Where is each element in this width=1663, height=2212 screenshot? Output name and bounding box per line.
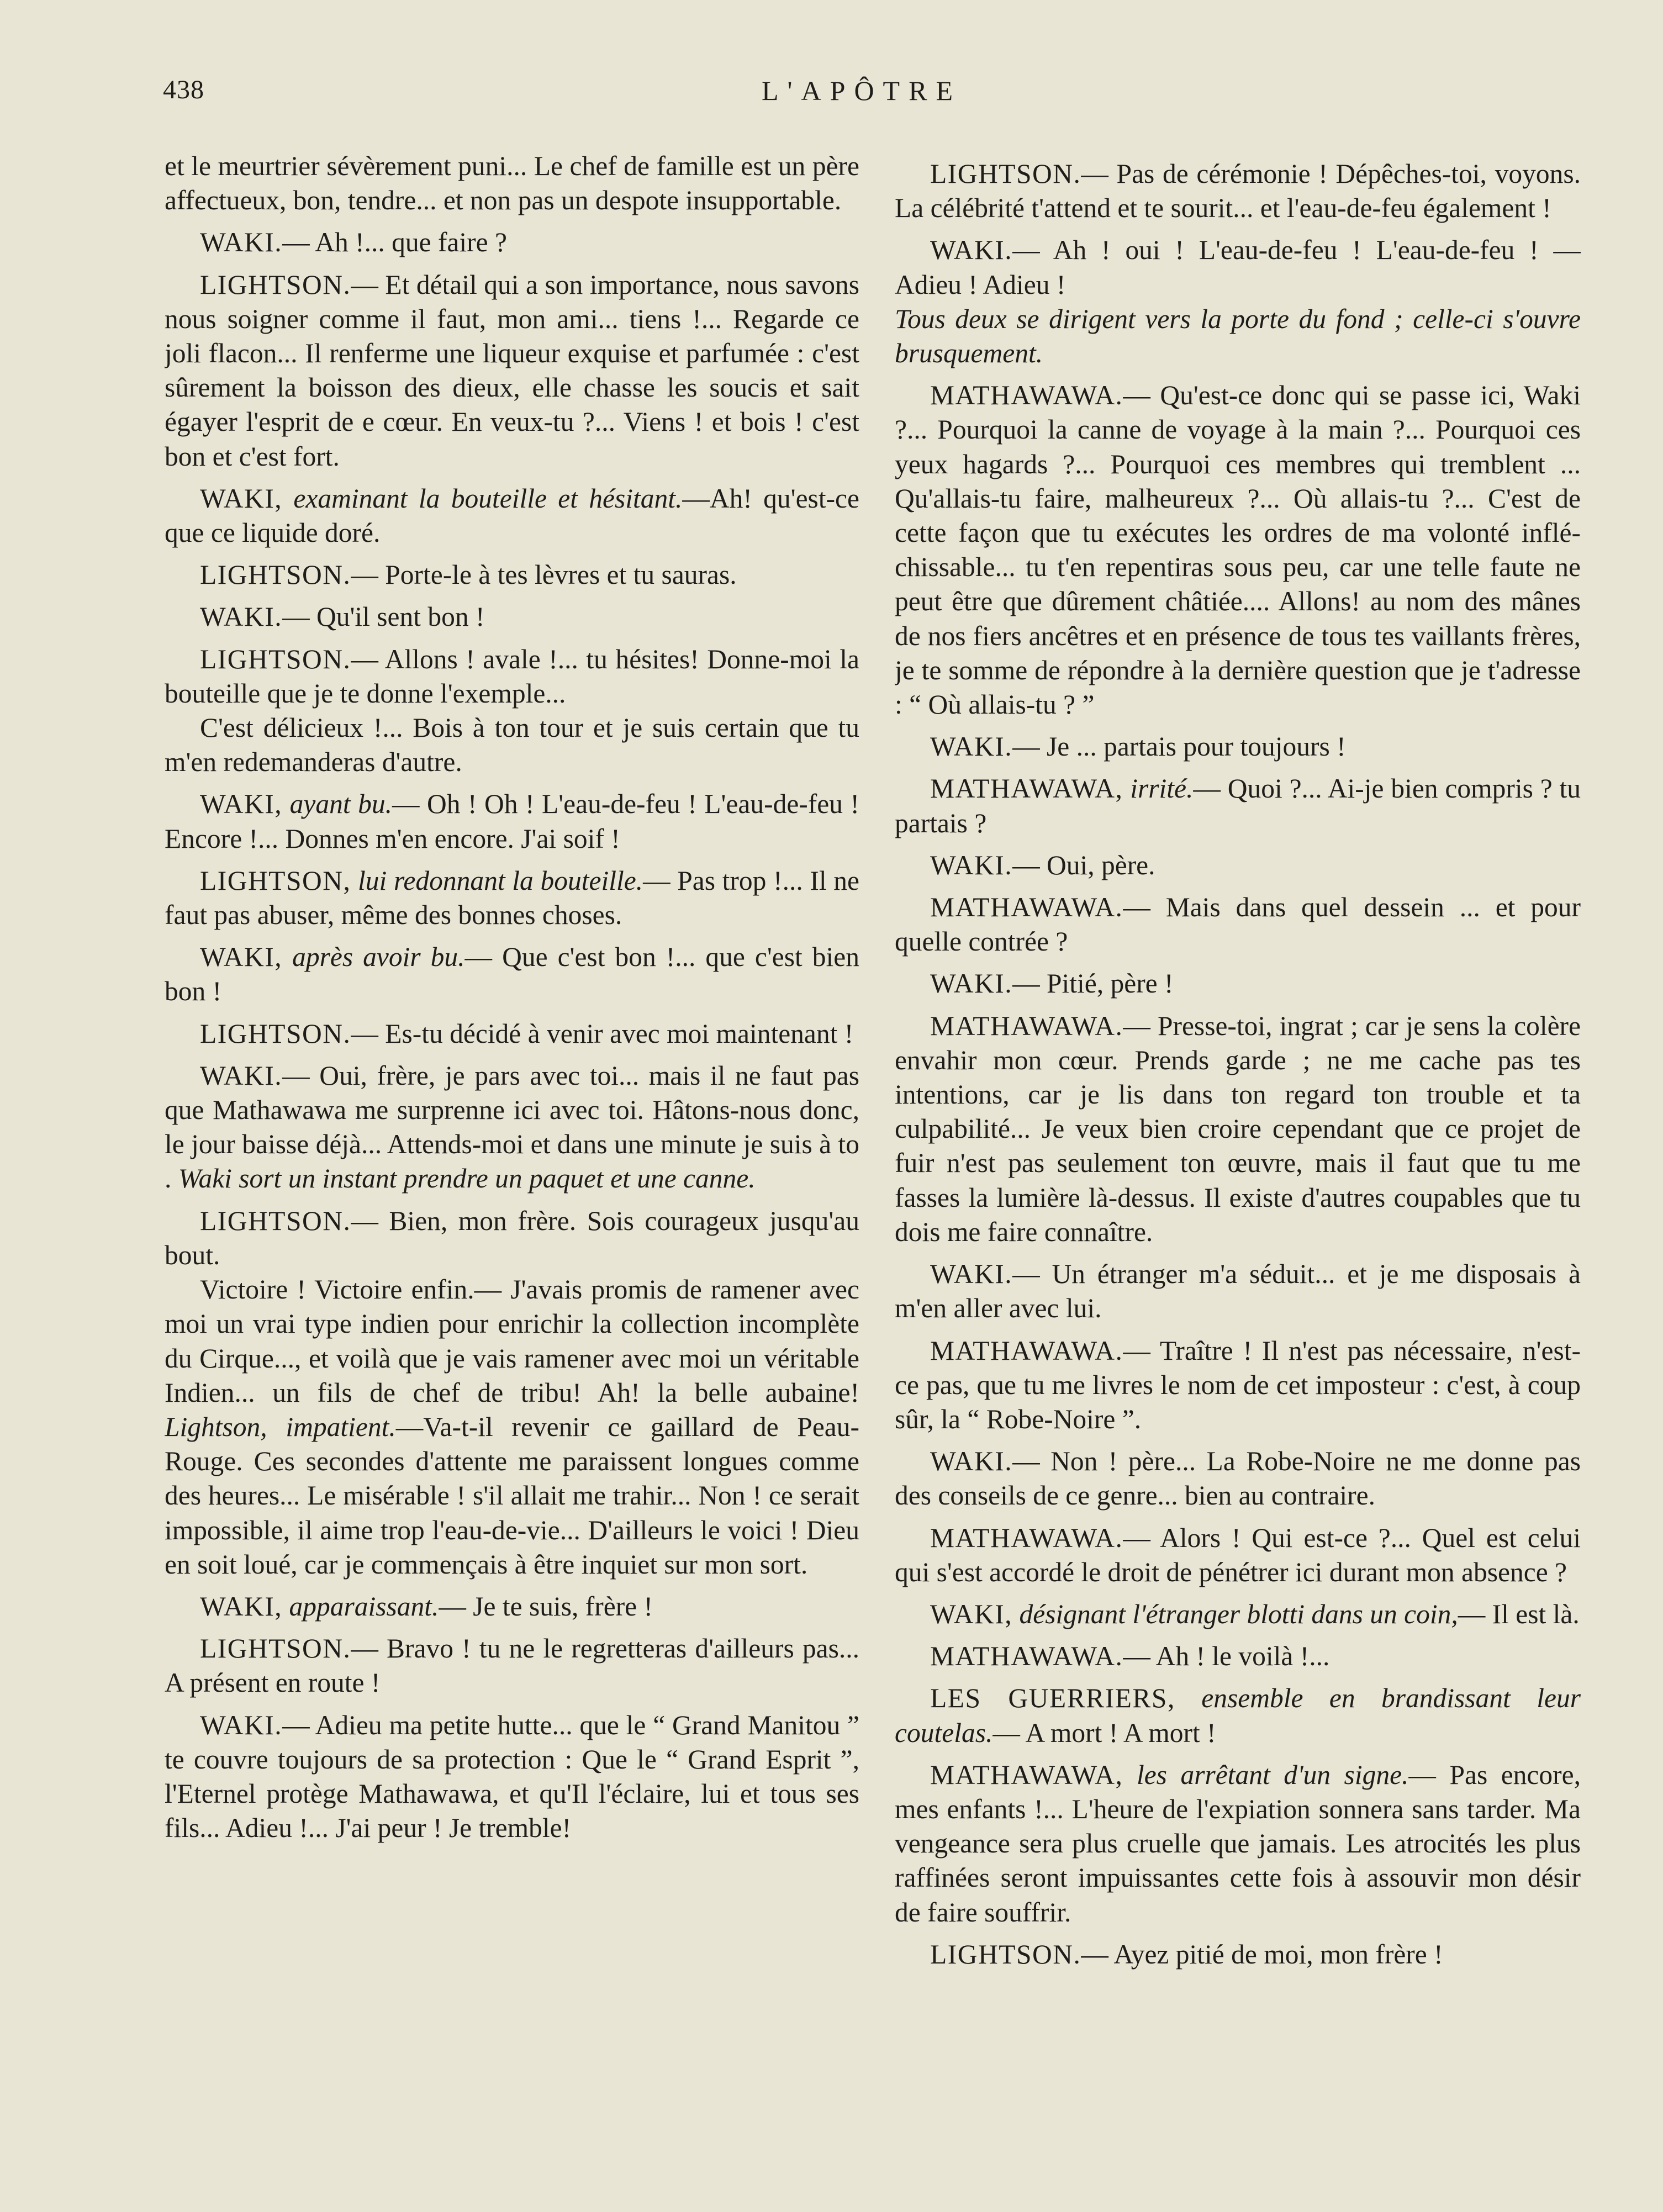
paragraph [895, 1444, 1581, 1513]
running-title: L'APÔTRE [761, 75, 962, 106]
paragraph [895, 1938, 1581, 1972]
paragraph [895, 1009, 1581, 1249]
speaker-name: WAKI. [930, 849, 1013, 880]
paragraph [165, 940, 859, 1009]
page-header [163, 75, 1527, 124]
stage-direction: Waki sort un instant prendre un paquet et une canne. [178, 1163, 756, 1194]
paragraph [165, 482, 859, 550]
stage-direction: apparaissant. [289, 1591, 439, 1622]
stage-direction: désignant l'étranger blotti dans un coin, [1019, 1598, 1458, 1629]
dialogue-text: — Bravo ! tu ne le regretteras d'ailleurs pas... A présent en route ! [165, 1633, 859, 1698]
paragraph [165, 1017, 859, 1051]
paragraph [165, 711, 859, 779]
paragraph [165, 1059, 859, 1196]
speaker-name: WAKI, [930, 1598, 1013, 1629]
speaker-name: MATHAWAWA. [930, 1335, 1123, 1366]
speaker-name: WAKI, [200, 789, 283, 820]
speaker-name: WAKI. [200, 1709, 283, 1740]
dialogue-text: — Oui, père. [1012, 849, 1155, 880]
paragraph [165, 1590, 859, 1624]
paragraph [895, 967, 1581, 1001]
dialogue-text: — Non ! père... La Robe-Noire ne me donne pas des conseils de ce genre... bien au contraire. [895, 1446, 1581, 1511]
page-number: 438 [163, 75, 204, 104]
paragraph [165, 1273, 859, 1582]
speaker-name: MATHAWAWA. [930, 1641, 1123, 1672]
speaker-name: MATHAWAWA. [930, 380, 1123, 411]
speaker-name: LIGHTSON. [200, 269, 351, 300]
dialogue-text: — Oh ! Oh ! L'eau-de-feu ! L'eau-de-feu ! Encore !... Donnes m'en encore. J'ai soif ! [165, 789, 859, 854]
speaker-name: LIGHTSON. [200, 1205, 351, 1236]
speaker-name: MATHAWAWA. [930, 1010, 1123, 1041]
paragraph [895, 1334, 1581, 1437]
dialogue-text: — Et détail qui a son importance, nous savons nous soigner comme il faut, mon ami... tiens !... Regarde ce joli flacon... Il renferme une liqueur exquise et parfumée : c'est sûrement la boisson des dieux, elle chasse les soucis et sait égayer l'esprit de e cœur. En veux-tu ?... Viens ! et bois ! c'est bon et c'est fort. [165, 269, 859, 472]
dialogue-text: — Bien, mon frère. Sois courageux jusqu'au bout. [165, 1205, 859, 1270]
dialogue-text: — Pas trop !... Il ne faut pas abuser, même des bonnes choses. [165, 865, 859, 931]
speaker-name: LIGHTSON. [200, 1018, 351, 1049]
speaker-name: LIGHTSON. [200, 1633, 351, 1664]
dialogue-text: — Pas encore, mes enfants !... L'heure de l'expiation sonnera sans tarder. Ma vengeance sera plus cruelle que jamais. Les atrocités les plus raffinées seront impuissantes cette fois à assouvir mon désir de faire souffrir. [895, 1759, 1581, 1928]
stage-direction: ayant bu. [289, 789, 392, 820]
paragraph [895, 772, 1581, 840]
speaker-name: LIGHTSON. [930, 159, 1081, 189]
paragraph [165, 558, 859, 592]
dialogue-text: et le meurtrier sévèrement puni... Le chef de famille est un père affectueux, bon, tendre... et non pas un despote insupportable. [165, 151, 859, 216]
paragraph [895, 233, 1581, 302]
paragraph [895, 848, 1581, 883]
paragraph [165, 864, 859, 932]
speaker-name: LIGHTSON, [200, 865, 351, 896]
speaker-name: LIGHTSON. [200, 643, 351, 674]
paragraph [895, 1257, 1581, 1326]
speaker-name: LES GUERRIERS, [930, 1683, 1175, 1714]
paragraph [165, 787, 859, 856]
speaker-name: MATHAWAWA, [930, 1759, 1123, 1790]
dialogue-text: — Presse-toi, ingrat ; car je sens la colère envahir mon cœur. Prends garde ; ne me cache pas tes intentions, car je lis dans ton regard ton trouble et ta culpabilité... Je veux bien croire cependant que ce projet de fuir n'est pas seulement ton œuvre, mais il faut que tu me fasses la lumière là-dessus. Il existe d'autres coupables que tu dois me faire connaître. [895, 1010, 1581, 1247]
dialogue-text: —Ah! qu'est-ce que ce liquide doré. [165, 483, 859, 548]
speaker-name: WAKI, [200, 942, 283, 973]
paragraph [165, 268, 859, 474]
speaker-name: MATHAWAWA. [930, 1522, 1123, 1553]
left-column [165, 149, 859, 2148]
dialogue-text: — Es-tu décidé à venir avec moi maintenant ! [351, 1018, 854, 1049]
dialogue-text: — Ayez pitié de moi, mon frère ! [1081, 1939, 1443, 1970]
paragraph [895, 1639, 1581, 1673]
dialogue-text: — Ah ! oui ! L'eau-de-feu ! L'eau-de-feu ! — Adieu ! Adieu ! [895, 235, 1581, 300]
stage-direction: après avoir bu. [292, 942, 465, 973]
dialogue-text: C'est délicieux !... Bois à ton tour et je suis certain que tu m'en redemanderas d'autre. [165, 712, 859, 778]
paragraph [165, 1708, 859, 1846]
right-column [895, 149, 1581, 2148]
stage-direction: examinant la bouteille et hésitant. [293, 483, 683, 514]
stage-direction: ensemble en brandissant leur coutelas. [895, 1683, 1581, 1748]
dialogue-text: — Qu'il sent bon ! [282, 601, 485, 632]
dialogue-text: — A mort ! A mort ! [992, 1717, 1216, 1748]
dialogue-text: —Va-t-il revenir ce gaillard de Peau-Rouge. Ces secondes d'attente me paraissent longues comme des heures... Le misérable ! s'il allait me trahir... Non ! ce serait impossible, il aime trop l'eau-de-vie... D'ailleurs le voici ! Dieu en soit loué, car je commençais à être inquiet sur mon sort. [165, 1411, 859, 1580]
speaker-name: WAKI. [930, 1259, 1013, 1290]
dialogue-text: — Que c'est bon !... que c'est bien bon ! [165, 942, 859, 1007]
dialogue-text: — Je ... partais pour toujours ! [1012, 731, 1346, 762]
speaker-name: LIGHTSON. [200, 559, 351, 590]
stage-direction: lui redonnant la bouteille. [358, 865, 643, 896]
dialogue-text: — Qu'est-ce donc qui se passe ici, Waki ?... Pourquoi la canne de voyage à la main ?... Pourquoi ces yeux hagards ?... Pourquoi ces membres qui tremblent ... Qu'allais-tu faire, malheureux ?... Où allais-tu ?... C'est de cette façon que tu exécutes les ordres de ma volonté infléchissable... tu t'en repentiras sous peu, car une telle faute ne peut être que dûrement châtiée.... Allons! au nom des mânes de nos fiers ancêtres et en présence de tous tes vaillants frères, je te somme de répondre à la dernière question que je t'adresse : “ Où allais-tu ? ” [895, 380, 1581, 720]
paragraph [895, 1681, 1581, 1750]
paragraph [895, 730, 1581, 764]
paragraph [895, 890, 1581, 959]
speaker-name: WAKI, [200, 1591, 283, 1622]
dialogue-text: — Mais dans quel dessein ... et pour quelle contrée ? [895, 892, 1581, 957]
speaker-name: WAKI. [930, 1446, 1013, 1477]
paragraph [165, 600, 859, 634]
speaker-name: WAKI. [200, 1060, 283, 1091]
dialogue-text: — Ah !... que faire ? [282, 227, 507, 258]
stage-direction: les arrêtant d'un signe. [1136, 1759, 1409, 1790]
stage-direction: irrité. [1130, 773, 1194, 804]
dialogue-text: — Oui, frère, je pars avec toi... mais il ne faut pas que Mathawawa me surprenne ici avec toi. Hâtons-nous donc, le jour baisse déjà... Attends-moi et dans une minute je suis à to . [165, 1060, 859, 1194]
paragraph [895, 1521, 1581, 1590]
dialogue-text: — Pas de cérémonie ! Dépêches-toi, voyons. La célébrité t'attend et te sourit... et l'eau-de-feu également ! [895, 159, 1581, 224]
paragraph [895, 378, 1581, 722]
speaker-name: MATHAWAWA, [930, 773, 1123, 804]
stage-direction: Tous deux se dirigent vers la porte du fond ; celle-ci s'ouvre brusquement. [895, 303, 1581, 369]
dialogue-text: — Ah ! le voilà !... [1123, 1641, 1330, 1672]
dialogue-text: — Adieu ma petite hutte... que le “ Grand Manitou ” te couvre toujours de sa protection : Que le “ Grand Esprit ”, l'Eternel protège Mathawawa, et qu'Il l'éclaire, lui et tous ses fils... Adieu !... J'ai peur ! Je tremble! [165, 1709, 859, 1844]
dialogue-text: — Il est là. [1458, 1598, 1580, 1629]
dialogue-text: — Traître ! Il n'est pas nécessaire, n'est-ce pas, que tu me livres le nom de cet imposteur : c'est, à coup sûr, la “ Robe-Noire ”. [895, 1335, 1581, 1434]
dialogue-text: — Quoi ?... Ai-je bien compris ? tu partais ? [895, 773, 1581, 838]
paragraph [165, 1204, 859, 1273]
speaker-name: WAKI. [930, 731, 1013, 762]
paragraph [165, 225, 859, 260]
paragraph [165, 149, 859, 218]
dialogue-text: Victoire ! Victoire enfin.— J'avais promis de ramener avec moi un vrai type indien pour enrichir la collection incomplète du Cirque..., et voilà que je vais ramener avec moi un véritable Indien... un fils de chef de tribu! Ah! la belle aubaine! [165, 1274, 859, 1408]
paragraph [895, 1758, 1581, 1930]
dialogue-text: — Un étranger m'a séduit... et je me disposais à m'en aller avec lui. [895, 1259, 1581, 1324]
paragraph [895, 1597, 1581, 1632]
speaker-name: WAKI. [930, 235, 1013, 266]
speaker-name: WAKI. [200, 601, 283, 632]
speaker-name: WAKI, [200, 483, 283, 514]
dialogue-text: — Porte-le à tes lèvres et tu sauras. [351, 559, 737, 590]
speaker-name: WAKI. [930, 968, 1013, 999]
paragraph [165, 1632, 859, 1700]
speaker-name: LIGHTSON. [930, 1939, 1081, 1970]
dialogue-text: — Allons ! avale !... tu hésites! Donne-moi la bouteille que je te donne l'exemple... [165, 643, 859, 709]
dialogue-text: — Pitié, père ! [1012, 968, 1174, 999]
paragraph [165, 642, 859, 711]
paragraph [895, 157, 1581, 225]
paragraph [895, 302, 1581, 371]
dialogue-text: — Alors ! Qui est-ce ?... Quel est celui qui s'est accordé le droit de pénétrer ici durant mon absence ? [895, 1522, 1581, 1587]
speaker-name: WAKI. [200, 227, 283, 258]
stage-direction: Lightson, impatient. [165, 1411, 396, 1442]
dialogue-text: — Je te suis, frère ! [439, 1591, 653, 1622]
speaker-name: MATHAWAWA. [930, 892, 1123, 923]
